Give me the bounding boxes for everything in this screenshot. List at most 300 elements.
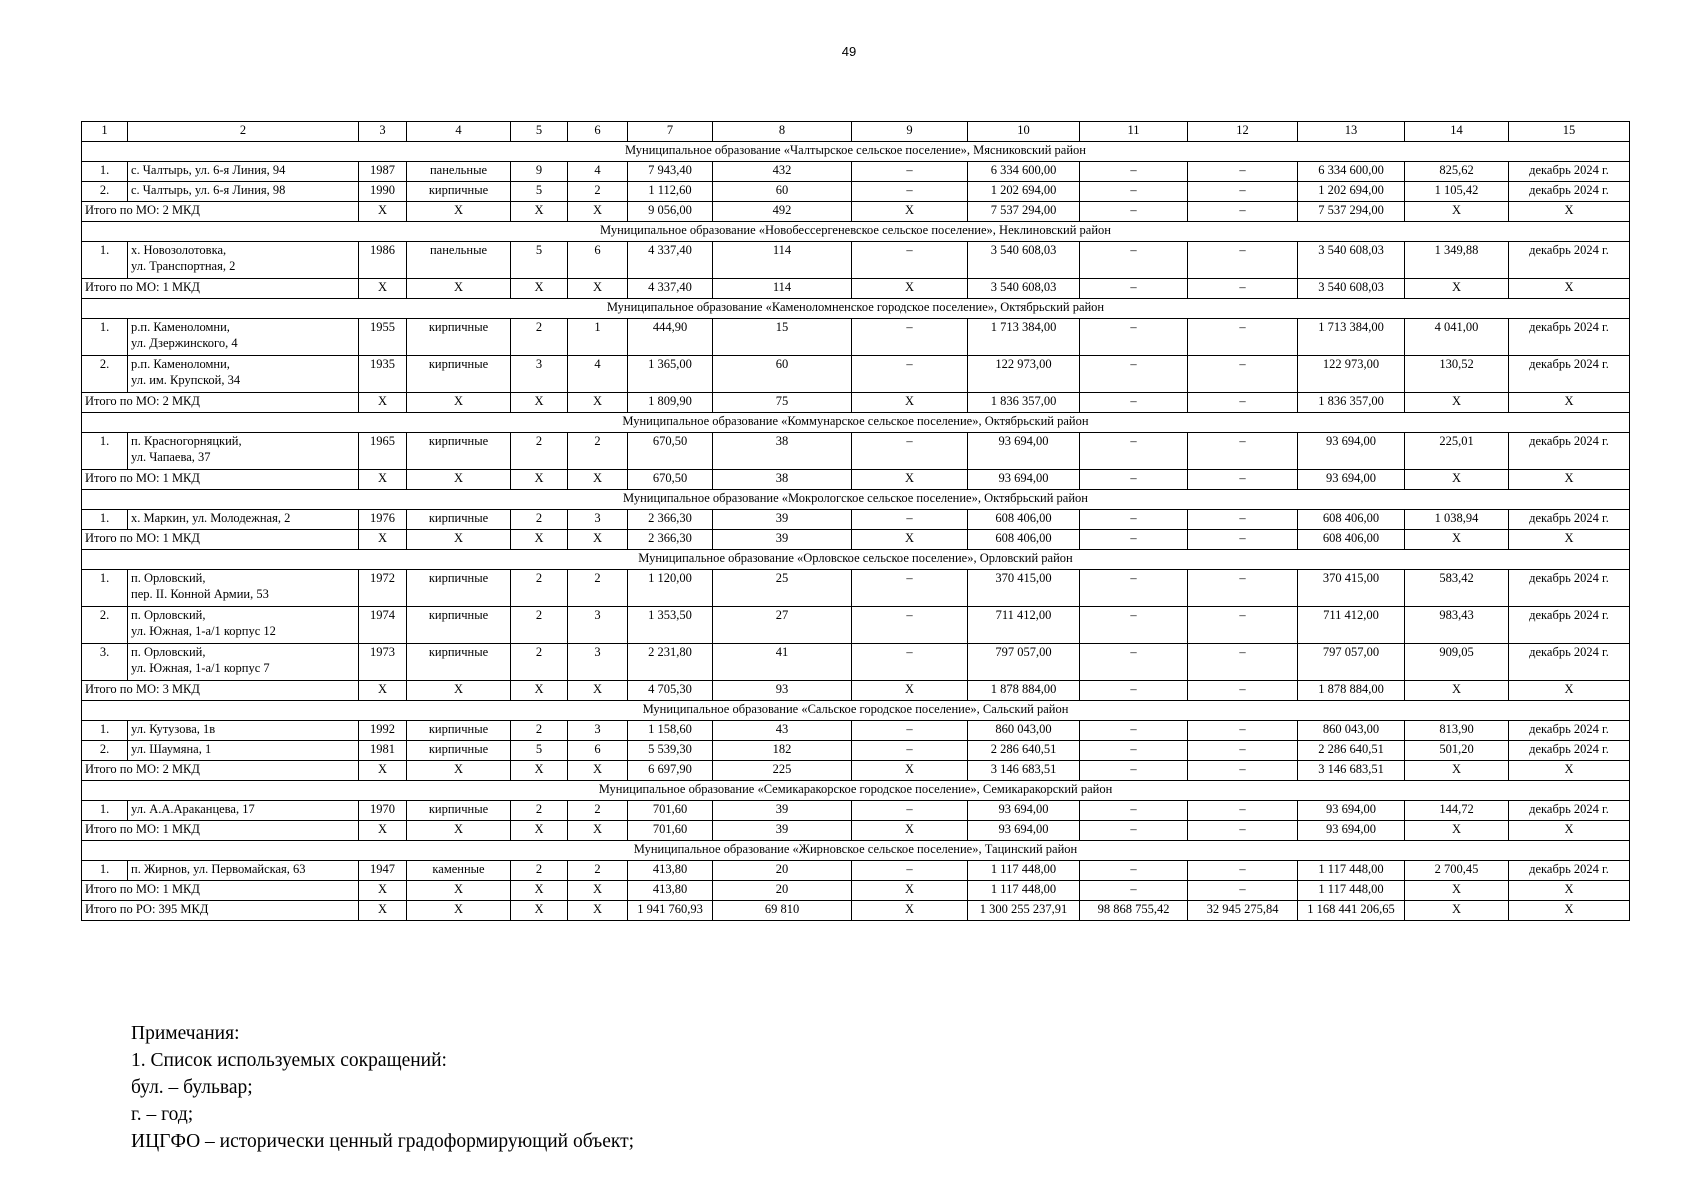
table-cell: X: [407, 821, 511, 841]
table-cell: 1.: [82, 570, 128, 607]
table-cell: –: [1080, 570, 1188, 607]
table-cell: X: [407, 279, 511, 299]
table-cell: 1981: [359, 741, 407, 761]
table-cell: кирпичные: [407, 741, 511, 761]
table-cell: –: [1188, 162, 1298, 182]
table-cell: 27: [713, 607, 852, 644]
column-number-cell: 7: [628, 122, 713, 142]
table-cell: 2: [568, 182, 628, 202]
table-cell: 1955: [359, 319, 407, 356]
table-cell: декабрь 2024 г.: [1509, 242, 1630, 279]
table-cell: –: [1188, 182, 1298, 202]
table-cell: 5: [511, 242, 568, 279]
table-cell: 93 694,00: [968, 801, 1080, 821]
table-cell: –: [1080, 470, 1188, 490]
table-cell: 492: [713, 202, 852, 222]
table-cell: X: [407, 881, 511, 901]
table-cell: –: [852, 433, 968, 470]
table-cell: 93 694,00: [1298, 801, 1405, 821]
table-cell: 1.: [82, 510, 128, 530]
table-cell: X: [852, 530, 968, 550]
table-cell: 608 406,00: [1298, 510, 1405, 530]
table-cell: ул. Шаумяна, 1: [128, 741, 359, 761]
table-cell: –: [852, 721, 968, 741]
table-cell: –: [1188, 433, 1298, 470]
table-cell: X: [1405, 470, 1509, 490]
municipality-title: Муниципальное образование «Чалтырское сельское поселение», Мясниковский район: [82, 142, 1630, 162]
table-cell: –: [1188, 530, 1298, 550]
table-cell: –: [1080, 182, 1188, 202]
subtotal-row: [82, 530, 1630, 550]
table-cell: 98 868 755,42: [1080, 901, 1188, 921]
table-cell: 41: [713, 644, 852, 681]
table-cell: –: [1080, 761, 1188, 781]
table-cell: –: [852, 607, 968, 644]
table-cell: 93: [713, 681, 852, 701]
table-cell: 6 334 600,00: [968, 162, 1080, 182]
table-cell: 4 337,40: [628, 242, 713, 279]
address-cell: п. Орловский, пер. II. Конной Армии, 53: [128, 570, 359, 607]
table-cell: X: [407, 470, 511, 490]
table-cell: X: [852, 881, 968, 901]
table-cell: X: [407, 202, 511, 222]
table-cell: –: [1080, 681, 1188, 701]
table-cell: 797 057,00: [1298, 644, 1405, 681]
table-cell: –: [1080, 741, 1188, 761]
column-number-cell: 15: [1509, 122, 1630, 142]
table-cell: 983,43: [1405, 607, 1509, 644]
table-cell: X: [568, 901, 628, 921]
table-cell: декабрь 2024 г.: [1509, 801, 1630, 821]
table-cell: 2 366,30: [628, 510, 713, 530]
table-cell: 1974: [359, 607, 407, 644]
table-cell: 432: [713, 162, 852, 182]
table-cell: кирпичные: [407, 721, 511, 741]
table-cell: 60: [713, 182, 852, 202]
table-row: [82, 741, 1630, 761]
table-cell: 93 694,00: [968, 821, 1080, 841]
table-cell: –: [1080, 319, 1188, 356]
table-cell: 130,52: [1405, 356, 1509, 393]
subtotal-label: Итого по МО: 2 МКД: [82, 393, 359, 413]
table-cell: 2.: [82, 741, 128, 761]
table-cell: декабрь 2024 г.: [1509, 319, 1630, 356]
table-cell: –: [1080, 356, 1188, 393]
table-cell: X: [852, 761, 968, 781]
table-cell: –: [1188, 821, 1298, 841]
table-cell: X: [568, 530, 628, 550]
table-cell: X: [1405, 681, 1509, 701]
table-cell: 122 973,00: [968, 356, 1080, 393]
table-cell: 1 941 760,93: [628, 901, 713, 921]
table-cell: 370 415,00: [968, 570, 1080, 607]
municipality-title: Муниципальное образование «Каменоломненское городское поселение», Октябрьский район: [82, 299, 1630, 319]
table-cell: 39: [713, 821, 852, 841]
table-cell: 1 117 448,00: [968, 861, 1080, 881]
table-cell: 711 412,00: [968, 607, 1080, 644]
table-cell: декабрь 2024 г.: [1509, 644, 1630, 681]
column-number-cell: 3: [359, 122, 407, 142]
notes-line: бул. – бульвар;: [131, 1077, 253, 1098]
subtotal-label: Итого по МО: 1 МКД: [82, 279, 359, 299]
table-cell: 370 415,00: [1298, 570, 1405, 607]
table-cell: 413,80: [628, 881, 713, 901]
table-cell: 7 537 294,00: [968, 202, 1080, 222]
table-cell: 69 810: [713, 901, 852, 921]
table-cell: 701,60: [628, 821, 713, 841]
table-cell: 1.: [82, 242, 128, 279]
table-cell: 2.: [82, 182, 128, 202]
table-cell: 6: [568, 242, 628, 279]
municipality-title: Муниципальное образование «Орловское сельское поселение», Орловский район: [82, 550, 1630, 570]
table-cell: 1976: [359, 510, 407, 530]
table-cell: –: [1080, 530, 1188, 550]
column-number-cell: 4: [407, 122, 511, 142]
subtotal-row: [82, 279, 1630, 299]
table-cell: 32 945 275,84: [1188, 901, 1298, 921]
table-cell: X: [359, 881, 407, 901]
table-cell: 2: [511, 319, 568, 356]
table-cell: 1987: [359, 162, 407, 182]
table-cell: 2: [511, 510, 568, 530]
table-cell: X: [359, 393, 407, 413]
table-cell: 9 056,00: [628, 202, 713, 222]
table-cell: X: [511, 470, 568, 490]
notes-line: г. – год;: [131, 1104, 194, 1125]
table-row: [82, 861, 1630, 881]
table-cell: X: [407, 681, 511, 701]
table-cell: X: [1405, 393, 1509, 413]
table-cell: 1.: [82, 162, 128, 182]
table-cell: 20: [713, 861, 852, 881]
notes-line: ИЦГФО – исторически ценный градоформирующий объект;: [131, 1131, 635, 1152]
table-cell: 144,72: [1405, 801, 1509, 821]
table-cell: –: [852, 510, 968, 530]
table-cell: X: [359, 761, 407, 781]
address-cell: п. Красногорняцкий, ул. Чапаева, 37: [128, 433, 359, 470]
table-cell: X: [407, 761, 511, 781]
grand-total-label: Итого по РО: 395 МКД: [82, 901, 359, 921]
table-cell: X: [1405, 821, 1509, 841]
table-cell: кирпичные: [407, 510, 511, 530]
table-cell: декабрь 2024 г.: [1509, 570, 1630, 607]
table-cell: 860 043,00: [968, 721, 1080, 741]
table-cell: 43: [713, 721, 852, 741]
table-cell: X: [1509, 901, 1630, 921]
table-cell: –: [852, 356, 968, 393]
table-cell: X: [1405, 202, 1509, 222]
table-cell: X: [852, 821, 968, 841]
table-cell: 93 694,00: [968, 433, 1080, 470]
table-cell: –: [1188, 279, 1298, 299]
table-cell: 444,90: [628, 319, 713, 356]
column-number-cell: 9: [852, 122, 968, 142]
table-cell: X: [511, 530, 568, 550]
column-number-cell: 8: [713, 122, 852, 142]
notes-heading: Примечания:: [131, 1023, 240, 1044]
table-cell: 4: [568, 162, 628, 182]
table-row: [82, 162, 1630, 182]
subtotal-row: [82, 821, 1630, 841]
table-cell: декабрь 2024 г.: [1509, 510, 1630, 530]
table-cell: 608 406,00: [968, 510, 1080, 530]
table-cell: 1 117 448,00: [1298, 881, 1405, 901]
municipality-title: Муниципальное образование «Сальское городское поселение», Сальский район: [82, 701, 1630, 721]
table-header-row: [82, 122, 1630, 142]
subtotal-row: [82, 202, 1630, 222]
table-cell: 825,62: [1405, 162, 1509, 182]
table-cell: X: [1509, 202, 1630, 222]
table-cell: 2: [511, 861, 568, 881]
table-row: [82, 721, 1630, 741]
table-cell: 1 713 384,00: [1298, 319, 1405, 356]
subtotal-row: [82, 681, 1630, 701]
table-row: [82, 319, 1630, 356]
table-cell: –: [1080, 279, 1188, 299]
table-cell: п. Жирнов, ул. Первомайская, 63: [128, 861, 359, 881]
table-cell: X: [568, 470, 628, 490]
municipality-title: Муниципальное образование «Семикаракорское городское поселение», Семикаракорский район: [82, 781, 1630, 801]
table-cell: –: [1080, 393, 1188, 413]
table-cell: декабрь 2024 г.: [1509, 741, 1630, 761]
table-cell: X: [568, 761, 628, 781]
table-cell: X: [1509, 530, 1630, 550]
table-cell: X: [511, 202, 568, 222]
table-cell: X: [852, 279, 968, 299]
municipality-heading-row: [82, 299, 1630, 319]
table-cell: –: [852, 182, 968, 202]
table-cell: декабрь 2024 г.: [1509, 861, 1630, 881]
table-cell: 4 705,30: [628, 681, 713, 701]
table-cell: кирпичные: [407, 570, 511, 607]
table-cell: X: [1405, 761, 1509, 781]
table-cell: 39: [713, 530, 852, 550]
table-cell: 1 038,94: [1405, 510, 1509, 530]
table-cell: ул. А.А.Араканцева, 17: [128, 801, 359, 821]
table-cell: ул. Кутузова, 1в: [128, 721, 359, 741]
table-cell: кирпичные: [407, 182, 511, 202]
table-cell: 1992: [359, 721, 407, 741]
column-number-cell: 2: [128, 122, 359, 142]
table-cell: 2: [511, 721, 568, 741]
table-row: [82, 182, 1630, 202]
table-cell: 711 412,00: [1298, 607, 1405, 644]
table-cell: 4 337,40: [628, 279, 713, 299]
table-cell: X: [359, 470, 407, 490]
municipality-title: Муниципальное образование «Новобессергеневское сельское поселение», Неклиновский район: [82, 222, 1630, 242]
table-row: [82, 570, 1630, 607]
table-row: [82, 607, 1630, 644]
column-number-cell: 14: [1405, 122, 1509, 142]
table-cell: –: [1080, 861, 1188, 881]
table-cell: 3 146 683,51: [1298, 761, 1405, 781]
table-cell: кирпичные: [407, 356, 511, 393]
column-number-cell: 1: [82, 122, 128, 142]
table-cell: 1 836 357,00: [968, 393, 1080, 413]
table-cell: 2.: [82, 356, 128, 393]
table-cell: 1947: [359, 861, 407, 881]
table-cell: 93 694,00: [968, 470, 1080, 490]
table-cell: –: [1080, 162, 1188, 182]
table-cell: 9: [511, 162, 568, 182]
table-cell: X: [1509, 279, 1630, 299]
table-cell: 1 202 694,00: [968, 182, 1080, 202]
subtotal-row: [82, 393, 1630, 413]
table-cell: 38: [713, 433, 852, 470]
table-cell: X: [568, 279, 628, 299]
table-cell: 15: [713, 319, 852, 356]
table-cell: 1 158,60: [628, 721, 713, 741]
table-cell: 2 286 640,51: [1298, 741, 1405, 761]
table-row: [82, 510, 1630, 530]
table-cell: 60: [713, 356, 852, 393]
table-cell: 1970: [359, 801, 407, 821]
subtotal-row: [82, 881, 1630, 901]
table-cell: –: [1188, 607, 1298, 644]
table-cell: –: [1188, 570, 1298, 607]
table-cell: 2: [568, 433, 628, 470]
municipality-title: Муниципальное образование «Мокрологское сельское поселение», Октябрьский район: [82, 490, 1630, 510]
table-cell: 1 117 448,00: [1298, 861, 1405, 881]
column-number-cell: 13: [1298, 122, 1405, 142]
table-cell: 3 540 608,03: [1298, 279, 1405, 299]
table-cell: 225,01: [1405, 433, 1509, 470]
table-cell: X: [407, 901, 511, 921]
table-cell: 2: [511, 607, 568, 644]
table-cell: кирпичные: [407, 607, 511, 644]
table-cell: X: [852, 470, 968, 490]
table-cell: 2.: [82, 607, 128, 644]
table-cell: –: [1188, 681, 1298, 701]
table-cell: декабрь 2024 г.: [1509, 162, 1630, 182]
subtotal-label: Итого по МО: 2 МКД: [82, 761, 359, 781]
table-cell: 6 697,90: [628, 761, 713, 781]
table-cell: кирпичные: [407, 433, 511, 470]
table-cell: –: [1188, 861, 1298, 881]
table-cell: 2: [511, 644, 568, 681]
table-cell: 1973: [359, 644, 407, 681]
table-cell: 608 406,00: [1298, 530, 1405, 550]
table-cell: X: [568, 393, 628, 413]
table-row: [82, 801, 1630, 821]
subtotal-row: [82, 761, 1630, 781]
table-cell: X: [852, 202, 968, 222]
municipality-heading-row: [82, 142, 1630, 162]
table-cell: –: [852, 319, 968, 356]
table-cell: X: [1509, 881, 1630, 901]
table-cell: –: [1080, 510, 1188, 530]
subtotal-row: [82, 470, 1630, 490]
table-cell: 1965: [359, 433, 407, 470]
column-number-cell: 10: [968, 122, 1080, 142]
table-cell: 670,50: [628, 470, 713, 490]
table-cell: декабрь 2024 г.: [1509, 433, 1630, 470]
table-cell: X: [511, 901, 568, 921]
table-cell: 797 057,00: [968, 644, 1080, 681]
table-cell: 6: [568, 741, 628, 761]
table-cell: X: [1509, 761, 1630, 781]
table-cell: 3 540 608,03: [968, 242, 1080, 279]
table-cell: –: [1188, 393, 1298, 413]
table-cell: X: [568, 821, 628, 841]
table-cell: с. Чалтырь, ул. 6-я Линия, 98: [128, 182, 359, 202]
table-cell: декабрь 2024 г.: [1509, 721, 1630, 741]
table-cell: X: [511, 761, 568, 781]
table-cell: 20: [713, 881, 852, 901]
table-cell: X: [1405, 901, 1509, 921]
table-cell: –: [1080, 821, 1188, 841]
table-cell: X: [511, 821, 568, 841]
municipality-heading-row: [82, 490, 1630, 510]
table-cell: –: [1188, 242, 1298, 279]
table-cell: X: [359, 530, 407, 550]
table-cell: 2 700,45: [1405, 861, 1509, 881]
municipality-heading-row: [82, 413, 1630, 433]
table-cell: 1 353,50: [628, 607, 713, 644]
municipality-heading-row: [82, 550, 1630, 570]
table-cell: X: [1509, 393, 1630, 413]
table-cell: –: [1188, 761, 1298, 781]
municipality-heading-row: [82, 781, 1630, 801]
table-cell: 93 694,00: [1298, 821, 1405, 841]
table-cell: –: [1188, 356, 1298, 393]
table-row: [82, 356, 1630, 393]
subtotal-label: Итого по МО: 1 МКД: [82, 821, 359, 841]
table-cell: –: [1080, 202, 1188, 222]
table-cell: –: [852, 570, 968, 607]
table-cell: –: [1080, 433, 1188, 470]
table-cell: 413,80: [628, 861, 713, 881]
table-cell: –: [852, 861, 968, 881]
table-cell: X: [359, 681, 407, 701]
table-cell: 1: [568, 319, 628, 356]
page-number: 49: [841, 44, 857, 59]
table-cell: 4: [568, 356, 628, 393]
table-cell: 39: [713, 510, 852, 530]
table-cell: X: [407, 530, 511, 550]
table-cell: 1.: [82, 801, 128, 821]
table-cell: –: [852, 242, 968, 279]
table-cell: 3: [511, 356, 568, 393]
table-cell: 3: [568, 644, 628, 681]
column-number-cell: 6: [568, 122, 628, 142]
table-cell: 5: [511, 182, 568, 202]
table-cell: 1972: [359, 570, 407, 607]
table-cell: X: [1509, 470, 1630, 490]
table-cell: 1 202 694,00: [1298, 182, 1405, 202]
table-cell: –: [1188, 319, 1298, 356]
table-cell: X: [359, 821, 407, 841]
table-cell: X: [852, 393, 968, 413]
table-cell: 114: [713, 242, 852, 279]
table-cell: –: [1188, 470, 1298, 490]
table-cell: –: [852, 644, 968, 681]
table-cell: X: [1509, 681, 1630, 701]
table-cell: 3.: [82, 644, 128, 681]
table-cell: 909,05: [1405, 644, 1509, 681]
notes-block: [131, 1020, 634, 1155]
table-cell: –: [1080, 881, 1188, 901]
table-cell: 7 537 294,00: [1298, 202, 1405, 222]
address-cell: п. Орловский, ул. Южная, 1-а/1 корпус 12: [128, 607, 359, 644]
table-cell: 4 041,00: [1405, 319, 1509, 356]
table-cell: панельные: [407, 162, 511, 182]
table-cell: 6 334 600,00: [1298, 162, 1405, 182]
address-cell: р.п. Каменоломни, ул. Дзержинского, 4: [128, 319, 359, 356]
table-row: [82, 242, 1630, 279]
table-cell: 813,90: [1405, 721, 1509, 741]
table-cell: 1.: [82, 433, 128, 470]
